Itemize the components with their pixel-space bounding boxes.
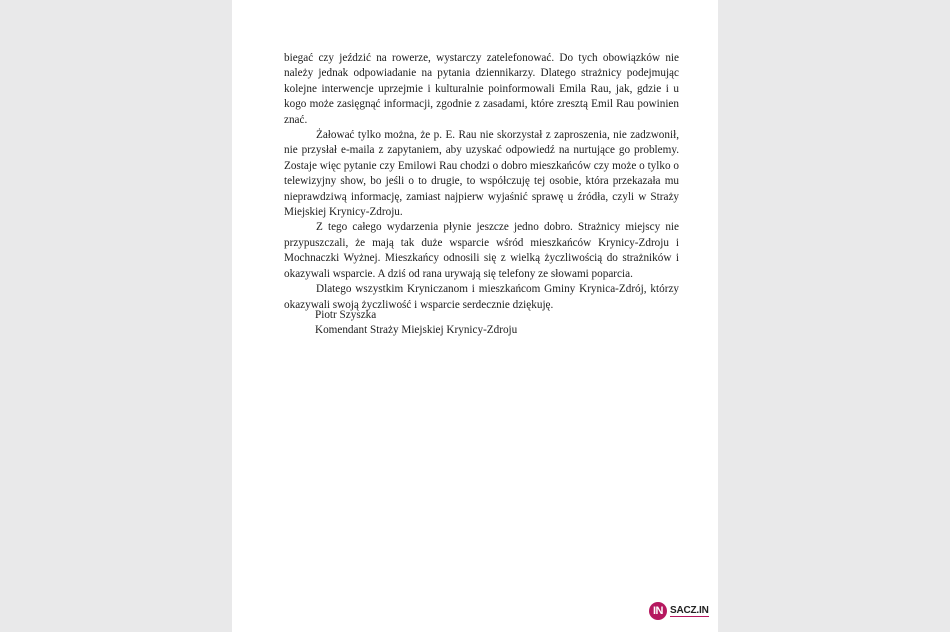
document-body	[284, 51, 679, 313]
paragraph-2: Żałować tylko można, że p. E. Rau nie skorzystał z zaproszenia, nie zadzwonił, nie przysłał e-maila z zapytaniem, aby uzyskać odpowiedź na nurtujące go problemy. Zostaje więc pytanie czy Emilowi Rau chodzi o dobro mieszkańców czy może o tylko o telewizyjny show, bo jeśli o to drugie, to współczuję tej osobie, która przekazała mu nieprawdziwą informację, zamiast najpierw wyjaśnić sprawę u źródła, czyli w Straży Miejskiej Krynicy-Zdroju.	[284, 129, 679, 219]
watermark-text: SACZ.IN	[670, 605, 709, 616]
paragraph-1: biegać czy jeździć na rowerze, wystarczy zatelefonować. Do tych obowiązków nie należy jednak odpowiadanie na pytania dziennikarzy. Dlatego strażnicy podejmując kolejne interwencje uprzejmie i kulturalnie poinformowali Emila Rau, jak, gdzie i u kogo może zasięgnąć informacji, zgodnie z zasadami, które zresztą Emil Rau powinien znać.	[284, 52, 679, 126]
paragraph-4: Dlatego wszystkim Kryniczanom i mieszkańcom Gminy Krynica-Zdrój, którzy okazywali swoją życzliwość i wsparcie serdecznie dziękuję.	[284, 283, 679, 311]
signature-name: Piotr Szyszka	[315, 309, 377, 321]
signature-block	[315, 308, 517, 339]
signature-title: Komendant Straży Miejskiej Krynicy-Zdroju	[315, 324, 518, 337]
paragraph-3: Z tego całego wydarzenia płynie jeszcze jedno dobro. Strażnicy miejscy nie przypuszczali, że mają tak duże wsparcie wśród mieszkańców Krynicy-Zdroju i Mochnaczki Wyżnej. Mieszkańcy odnosili się z wielką życzliwością do strażników i okazywali wsparcie. A dziś od rana urywają się telefony ze słowami poparcia.	[284, 221, 679, 280]
watermark-logo	[649, 602, 709, 620]
watermark-badge-icon: IN	[649, 602, 667, 620]
